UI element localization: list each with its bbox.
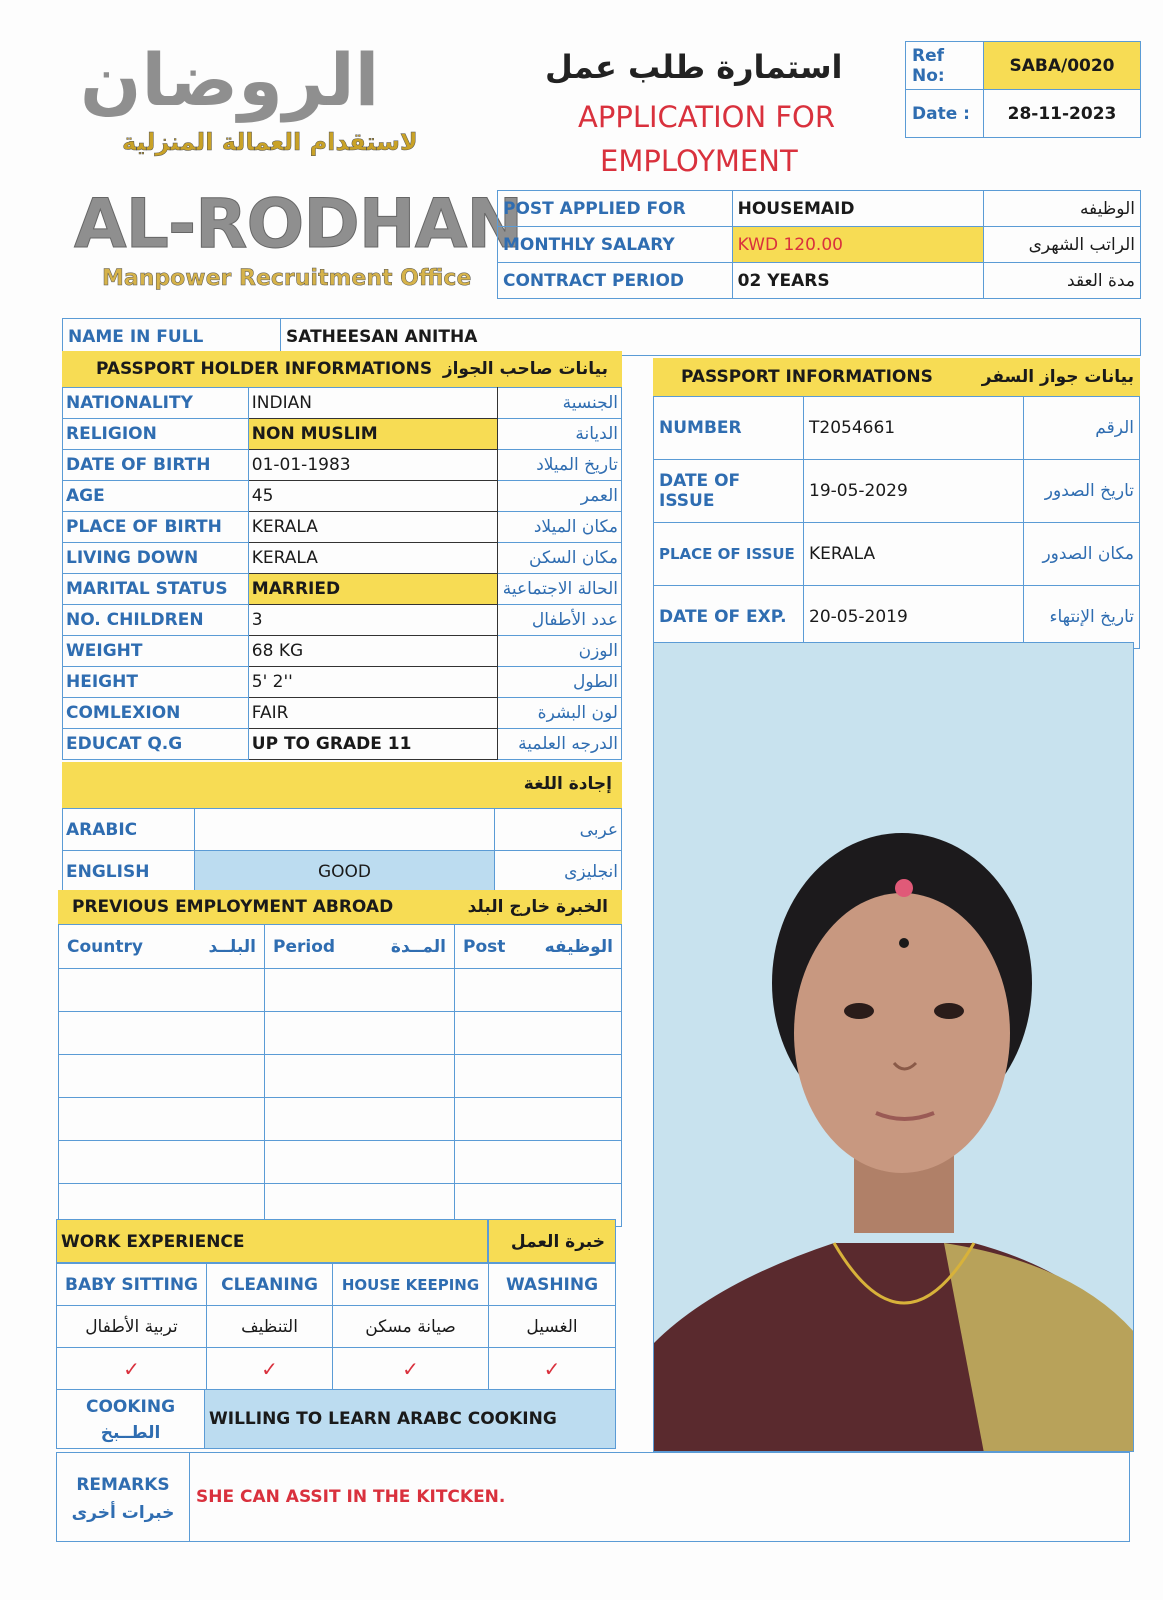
table-header-row	[59, 925, 622, 969]
table-row	[654, 460, 1140, 523]
post-value: HOUSEMAID	[732, 191, 984, 227]
field-value: 19-05-2029	[804, 460, 1024, 523]
field-label: NUMBER	[654, 397, 804, 460]
field-label-ar: مكان الميلاد	[498, 512, 622, 543]
previous-employment-title: PREVIOUS EMPLOYMENT ABROAD	[72, 897, 394, 917]
table-row	[63, 636, 622, 667]
field-label-ar: تاريخ الإنتهاء	[1024, 586, 1140, 649]
applicant-photo	[653, 642, 1134, 1452]
post-row	[498, 191, 1141, 227]
country-header-ar: البلــد	[208, 936, 256, 957]
form-title-line1: APPLICATION FOR	[578, 100, 836, 134]
language-label-ar: انجليزى	[495, 851, 622, 893]
field-label-ar: عدد الأطفال	[498, 605, 622, 636]
previous-employment-header	[58, 890, 622, 924]
table-row	[59, 969, 622, 1012]
passport-info-header	[653, 358, 1140, 396]
field-label: LIVING DOWN	[63, 543, 249, 574]
work-experience-header	[56, 1219, 616, 1263]
table-row	[63, 481, 622, 512]
field-value: MARRIED	[248, 574, 497, 605]
field-label-ar: لون البشرة	[498, 698, 622, 729]
check-icon: ✓	[333, 1348, 489, 1390]
contract-label-ar: مدة العقد	[984, 263, 1141, 299]
skill-label: BABY SITTING	[57, 1264, 207, 1306]
field-value: 3	[248, 605, 497, 636]
field-label-ar: تاريخ الميلاد	[498, 450, 622, 481]
cooking-row	[56, 1389, 616, 1449]
field-value: 68 KG	[248, 636, 497, 667]
field-value: 01-01-1983	[248, 450, 497, 481]
field-label: COMLEXION	[63, 698, 249, 729]
field-label: PLACE OF BIRTH	[63, 512, 249, 543]
post-label-ar: الوظيفه	[984, 191, 1141, 227]
ref-no-label: Ref No:	[906, 42, 984, 90]
full-name-label: NAME IN FULL	[63, 319, 281, 355]
period-header-ar: المــدة	[390, 936, 446, 957]
salary-label-ar: الراتب الشهرى	[984, 227, 1141, 263]
field-label: WEIGHT	[63, 636, 249, 667]
field-label-ar: مكان الصدور	[1024, 523, 1140, 586]
field-label: EDUCAT Q.G	[63, 729, 249, 760]
country-header: Country	[67, 936, 143, 957]
passport-holder-table	[62, 387, 622, 760]
form-title-arabic: استمارة طلب عمل	[545, 48, 843, 86]
previous-employment-table	[58, 924, 622, 1227]
remarks-label: REMARKS	[76, 1475, 170, 1495]
field-label: PLACE OF ISSUE	[654, 523, 804, 586]
table-row	[63, 851, 622, 893]
table-row	[63, 450, 622, 481]
field-label-ar: العمر	[498, 481, 622, 512]
cooking-label-ar: الطــبخ	[100, 1423, 161, 1443]
language-label-ar: عربى	[495, 809, 622, 851]
check-icon: ✓	[207, 1348, 333, 1390]
full-name-value: SATHEESAN ANITHA	[286, 327, 478, 347]
contract-row	[498, 263, 1141, 299]
ref-no-value: SABA/0020	[984, 42, 1141, 90]
remarks-value: SHE CAN ASSIT IN THE KITCKEN.	[196, 1487, 506, 1507]
field-label: HEIGHT	[63, 667, 249, 698]
passport-holder-title: PASSPORT HOLDER INFORMATIONS	[96, 359, 433, 379]
passport-info-table	[653, 396, 1140, 649]
table-row	[63, 543, 622, 574]
language-value: GOOD	[195, 851, 495, 893]
skill-label-ar: الغسيل	[489, 1306, 616, 1348]
salary-value: KWD 120.00	[732, 227, 984, 263]
table-row	[59, 1141, 622, 1184]
applicant-photo-image	[654, 643, 1134, 1452]
post-header: Post	[463, 936, 506, 957]
table-row	[654, 397, 1140, 460]
table-row	[63, 605, 622, 636]
field-label-ar: تاريخ الصدور	[1024, 460, 1140, 523]
skills-ar-row	[57, 1306, 616, 1348]
field-value: FAIR	[248, 698, 497, 729]
work-experience-title: WORK EXPERIENCE	[56, 1219, 488, 1263]
cooking-label: COOKING	[85, 1397, 176, 1417]
work-experience-title-ar: خبرة العمل	[488, 1219, 616, 1263]
logo-arabic-subtitle: لاستقدام العمالة المنزلية	[122, 128, 418, 156]
field-value: 45	[248, 481, 497, 512]
field-value: 5' 2''	[248, 667, 497, 698]
field-value: KERALA	[804, 523, 1024, 586]
field-value: KERALA	[248, 543, 497, 574]
table-row	[59, 1098, 622, 1141]
work-experience-table	[56, 1263, 616, 1390]
field-label: MARITAL STATUS	[63, 574, 249, 605]
field-label-ar: الوزن	[498, 636, 622, 667]
field-label-ar: الحالة الاجتماعية	[498, 574, 622, 605]
table-row	[654, 523, 1140, 586]
skill-label: WASHING	[489, 1264, 616, 1306]
field-label: NO. CHILDREN	[63, 605, 249, 636]
table-row	[63, 419, 622, 450]
cooking-label-cell	[57, 1390, 205, 1448]
field-label: DATE OF ISSUE	[654, 460, 804, 523]
contract-value: 02 YEARS	[732, 263, 984, 299]
skills-row	[57, 1264, 616, 1306]
table-row	[59, 1012, 622, 1055]
check-icon: ✓	[489, 1348, 616, 1390]
language-value	[195, 809, 495, 851]
check-icon: ✓	[57, 1348, 207, 1390]
language-label: ARABIC	[63, 809, 195, 851]
table-row	[63, 667, 622, 698]
previous-employment-title-ar: الخبرة خارج البلد	[467, 897, 608, 917]
table-row	[59, 1055, 622, 1098]
table-row	[63, 512, 622, 543]
logo-arabic: الروضان	[80, 38, 380, 122]
language-table	[62, 808, 622, 893]
date-value: 28-11-2023	[984, 90, 1141, 138]
passport-info-title-ar: بيانات جواز السفر	[981, 367, 1134, 387]
field-label-ar: مكان السكن	[498, 543, 622, 574]
skill-label: CLEANING	[207, 1264, 333, 1306]
skill-label-ar: التنظيف	[207, 1306, 333, 1348]
field-label-ar: الجنسية	[498, 388, 622, 419]
post-header-ar: الوظيفه	[544, 936, 613, 957]
field-value: NON MUSLIM	[248, 419, 497, 450]
remarks-label-ar: خبرات أخرى	[71, 1503, 175, 1523]
skill-label-ar: تربية الأطفال	[57, 1306, 207, 1348]
post-table	[497, 190, 1141, 299]
table-row	[63, 809, 622, 851]
field-label-ar: الرقم	[1024, 397, 1140, 460]
language-label: ENGLISH	[63, 851, 195, 893]
period-header: Period	[273, 936, 336, 957]
passport-holder-title-ar: بيانات صاحب الجواز	[442, 359, 608, 379]
skill-label-ar: صيانة مسكن	[333, 1306, 489, 1348]
table-row	[63, 698, 622, 729]
salary-row	[498, 227, 1141, 263]
field-label: NATIONALITY	[63, 388, 249, 419]
field-value: UP TO GRADE 11	[248, 729, 497, 760]
date-label: Date :	[906, 90, 984, 138]
table-row	[63, 388, 622, 419]
table-row	[63, 729, 622, 760]
field-label: DATE OF EXP.	[654, 586, 804, 649]
post-label: POST APPLIED FOR	[498, 191, 733, 227]
field-label: DATE OF BIRTH	[63, 450, 249, 481]
field-label-ar: الدرجه العلمية	[498, 729, 622, 760]
skills-check-row	[57, 1348, 616, 1390]
field-value: T2054661	[804, 397, 1024, 460]
field-label-ar: الديانة	[498, 419, 622, 450]
field-value: 20-05-2019	[804, 586, 1024, 649]
field-label: RELIGION	[63, 419, 249, 450]
logo-english: AL-RODHAN	[74, 185, 523, 264]
passport-holder-header	[62, 351, 622, 387]
remarks-label-cell	[57, 1453, 190, 1541]
language-header: إجادة اللغة	[62, 762, 622, 808]
salary-label: MONTHLY SALARY	[498, 227, 733, 263]
remarks-row	[56, 1452, 1130, 1542]
table-row	[63, 574, 622, 605]
contract-label: CONTRACT PERIOD	[498, 263, 733, 299]
cooking-value: WILLING TO LEARN ARABC COOKING	[205, 1390, 615, 1448]
table-row	[654, 586, 1140, 649]
form-title-line2: EMPLOYMENT	[600, 144, 798, 178]
skill-label: HOUSE KEEPING	[333, 1264, 489, 1306]
field-value: INDIAN	[248, 388, 497, 419]
field-value: KERALA	[248, 512, 497, 543]
reference-table	[905, 41, 1141, 138]
field-label-ar: الطول	[498, 667, 622, 698]
field-label: AGE	[63, 481, 249, 512]
logo-english-subtitle: Manpower Recruitment Office	[102, 266, 472, 291]
passport-info-title: PASSPORT INFORMATIONS	[681, 367, 933, 387]
